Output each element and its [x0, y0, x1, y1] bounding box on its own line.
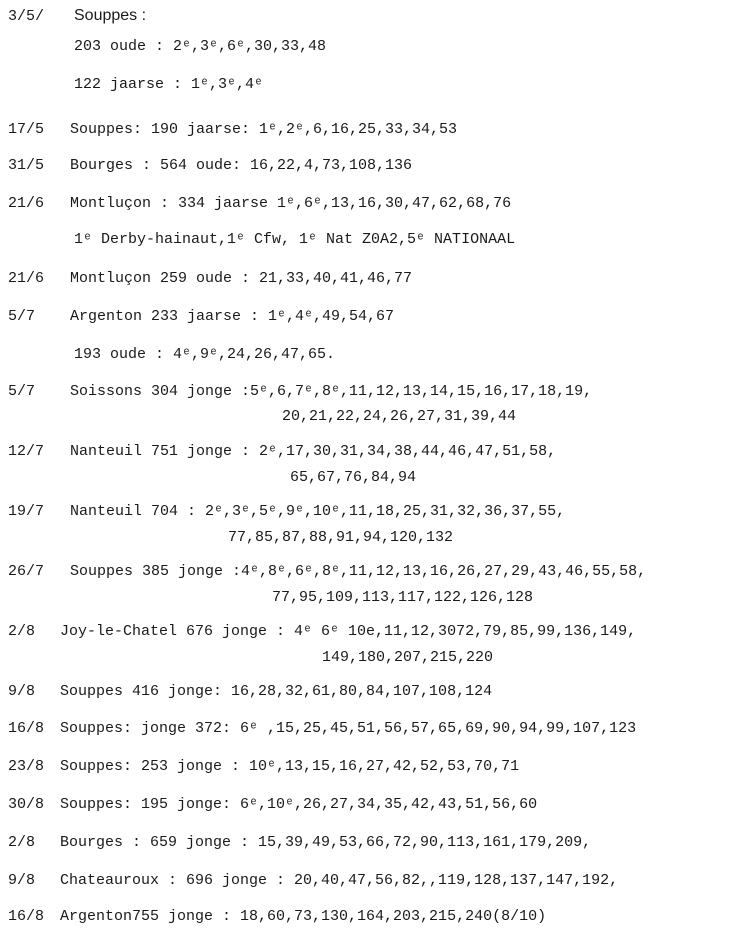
entry-line: 77,95,109,113,117,122,126,128	[272, 589, 534, 606]
entry-date: 21/6	[8, 195, 45, 212]
entry-line: Souppes: 190 jaarse: 1ᵉ,2ᵉ,6,16,25,33,34,53	[70, 121, 458, 138]
entry-line: Chateauroux : 696 jonge : 20,40,47,56,82,,119,128,137,147,192,	[60, 872, 619, 889]
entry-date: 16/8	[8, 720, 45, 737]
entry-line: 149,180,207,215,220	[322, 649, 494, 666]
entry-line: Souppes :	[74, 7, 147, 24]
entry-date: 16/8	[8, 908, 45, 925]
entry-line: Bourges : 659 jonge : 15,39,49,53,66,72,90,113,161,179,209,	[60, 834, 592, 851]
entry-line: Montluçon 259 oude : 21,33,40,41,46,77	[70, 270, 413, 287]
entry-line: Argenton 233 jaarse : 1ᵉ,4ᵉ,49,54,67	[70, 308, 395, 325]
entry-line: 1ᵉ Derby-hainaut,1ᵉ Cfw, 1ᵉ Nat Z0A2,5ᵉ NATIONAAL	[74, 231, 516, 248]
entry-date: 19/7	[8, 503, 45, 520]
entry-line: Souppes 385 jonge :4ᵉ,8ᵉ,6ᵉ,8ᵉ,11,12,13,16,26,27,29,43,46,55,58,	[70, 563, 647, 580]
entry-line: Souppes: 195 jonge: 6ᵉ,10ᵉ,26,27,34,35,42,43,51,56,60	[60, 796, 538, 813]
entry-line: Nanteuil 751 jonge : 2ᵉ,17,30,31,34,38,44,46,47,51,58,	[70, 443, 557, 460]
entry-date: 9/8	[8, 683, 36, 700]
entry-date: 2/8	[8, 623, 36, 640]
entry-line: Souppes 416 jonge: 16,28,32,61,80,84,107,108,124	[60, 683, 493, 700]
entry-line: Souppes: 253 jonge : 10ᵉ,13,15,16,27,42,52,53,70,71	[60, 758, 520, 775]
entry-date: 2/8	[8, 834, 36, 851]
entry-date: 5/7	[8, 308, 36, 325]
entry-line: Souppes: jonge 372: 6ᵉ ,15,25,45,51,56,57,65,69,90,94,99,107,123	[60, 720, 637, 737]
entry-date: 12/7	[8, 443, 45, 460]
entry-line: 77,85,87,88,91,94,120,132	[228, 529, 454, 546]
entry-date: 21/6	[8, 270, 45, 287]
entry-line: 20,21,22,24,26,27,31,39,44	[282, 408, 517, 425]
entry-date: 31/5	[8, 157, 45, 174]
entry-date: 26/7	[8, 563, 45, 580]
entry-date: 17/5	[8, 121, 45, 138]
entry-line: 203 oude : 2ᵉ,3ᵉ,6ᵉ,30,33,48	[74, 38, 327, 55]
entry-date: 9/8	[8, 872, 36, 889]
entry-line: 122 jaarse : 1ᵉ,3ᵉ,4ᵉ	[74, 76, 264, 93]
entry-line: 65,67,76,84,94	[290, 469, 417, 486]
entry-line: 193 oude : 4ᵉ,9ᵉ,24,26,47,65.	[74, 346, 336, 363]
entry-date: 23/8	[8, 758, 45, 775]
entry-line: Argenton755 jonge : 18,60,73,130,164,203,215,240(8/10)	[60, 908, 547, 925]
entry-date: 5/7	[8, 383, 36, 400]
entry-line: Bourges : 564 oude: 16,22,4,73,108,136	[70, 157, 413, 174]
entry-line: Nanteuil 704 : 2ᵉ,3ᵉ,5ᵉ,9ᵉ,10ᵉ,11,18,25,31,32,36,37,55,	[70, 503, 566, 520]
entry-date: 30/8	[8, 796, 45, 813]
entry-line: Joy-le-Chatel 676 jonge : 4ᵉ 6ᵉ 10e,11,12,3072,79,85,99,136,149,	[60, 623, 637, 640]
entry-line: Montluçon : 334 jaarse 1ᵉ,6ᵉ,13,16,30,47,62,68,76	[70, 195, 512, 212]
entry-date: 3/5/	[8, 8, 45, 25]
entry-line: Soissons 304 jonge :5ᵉ,6,7ᵉ,8ᵉ,11,12,13,14,15,16,17,18,19,	[70, 383, 593, 400]
